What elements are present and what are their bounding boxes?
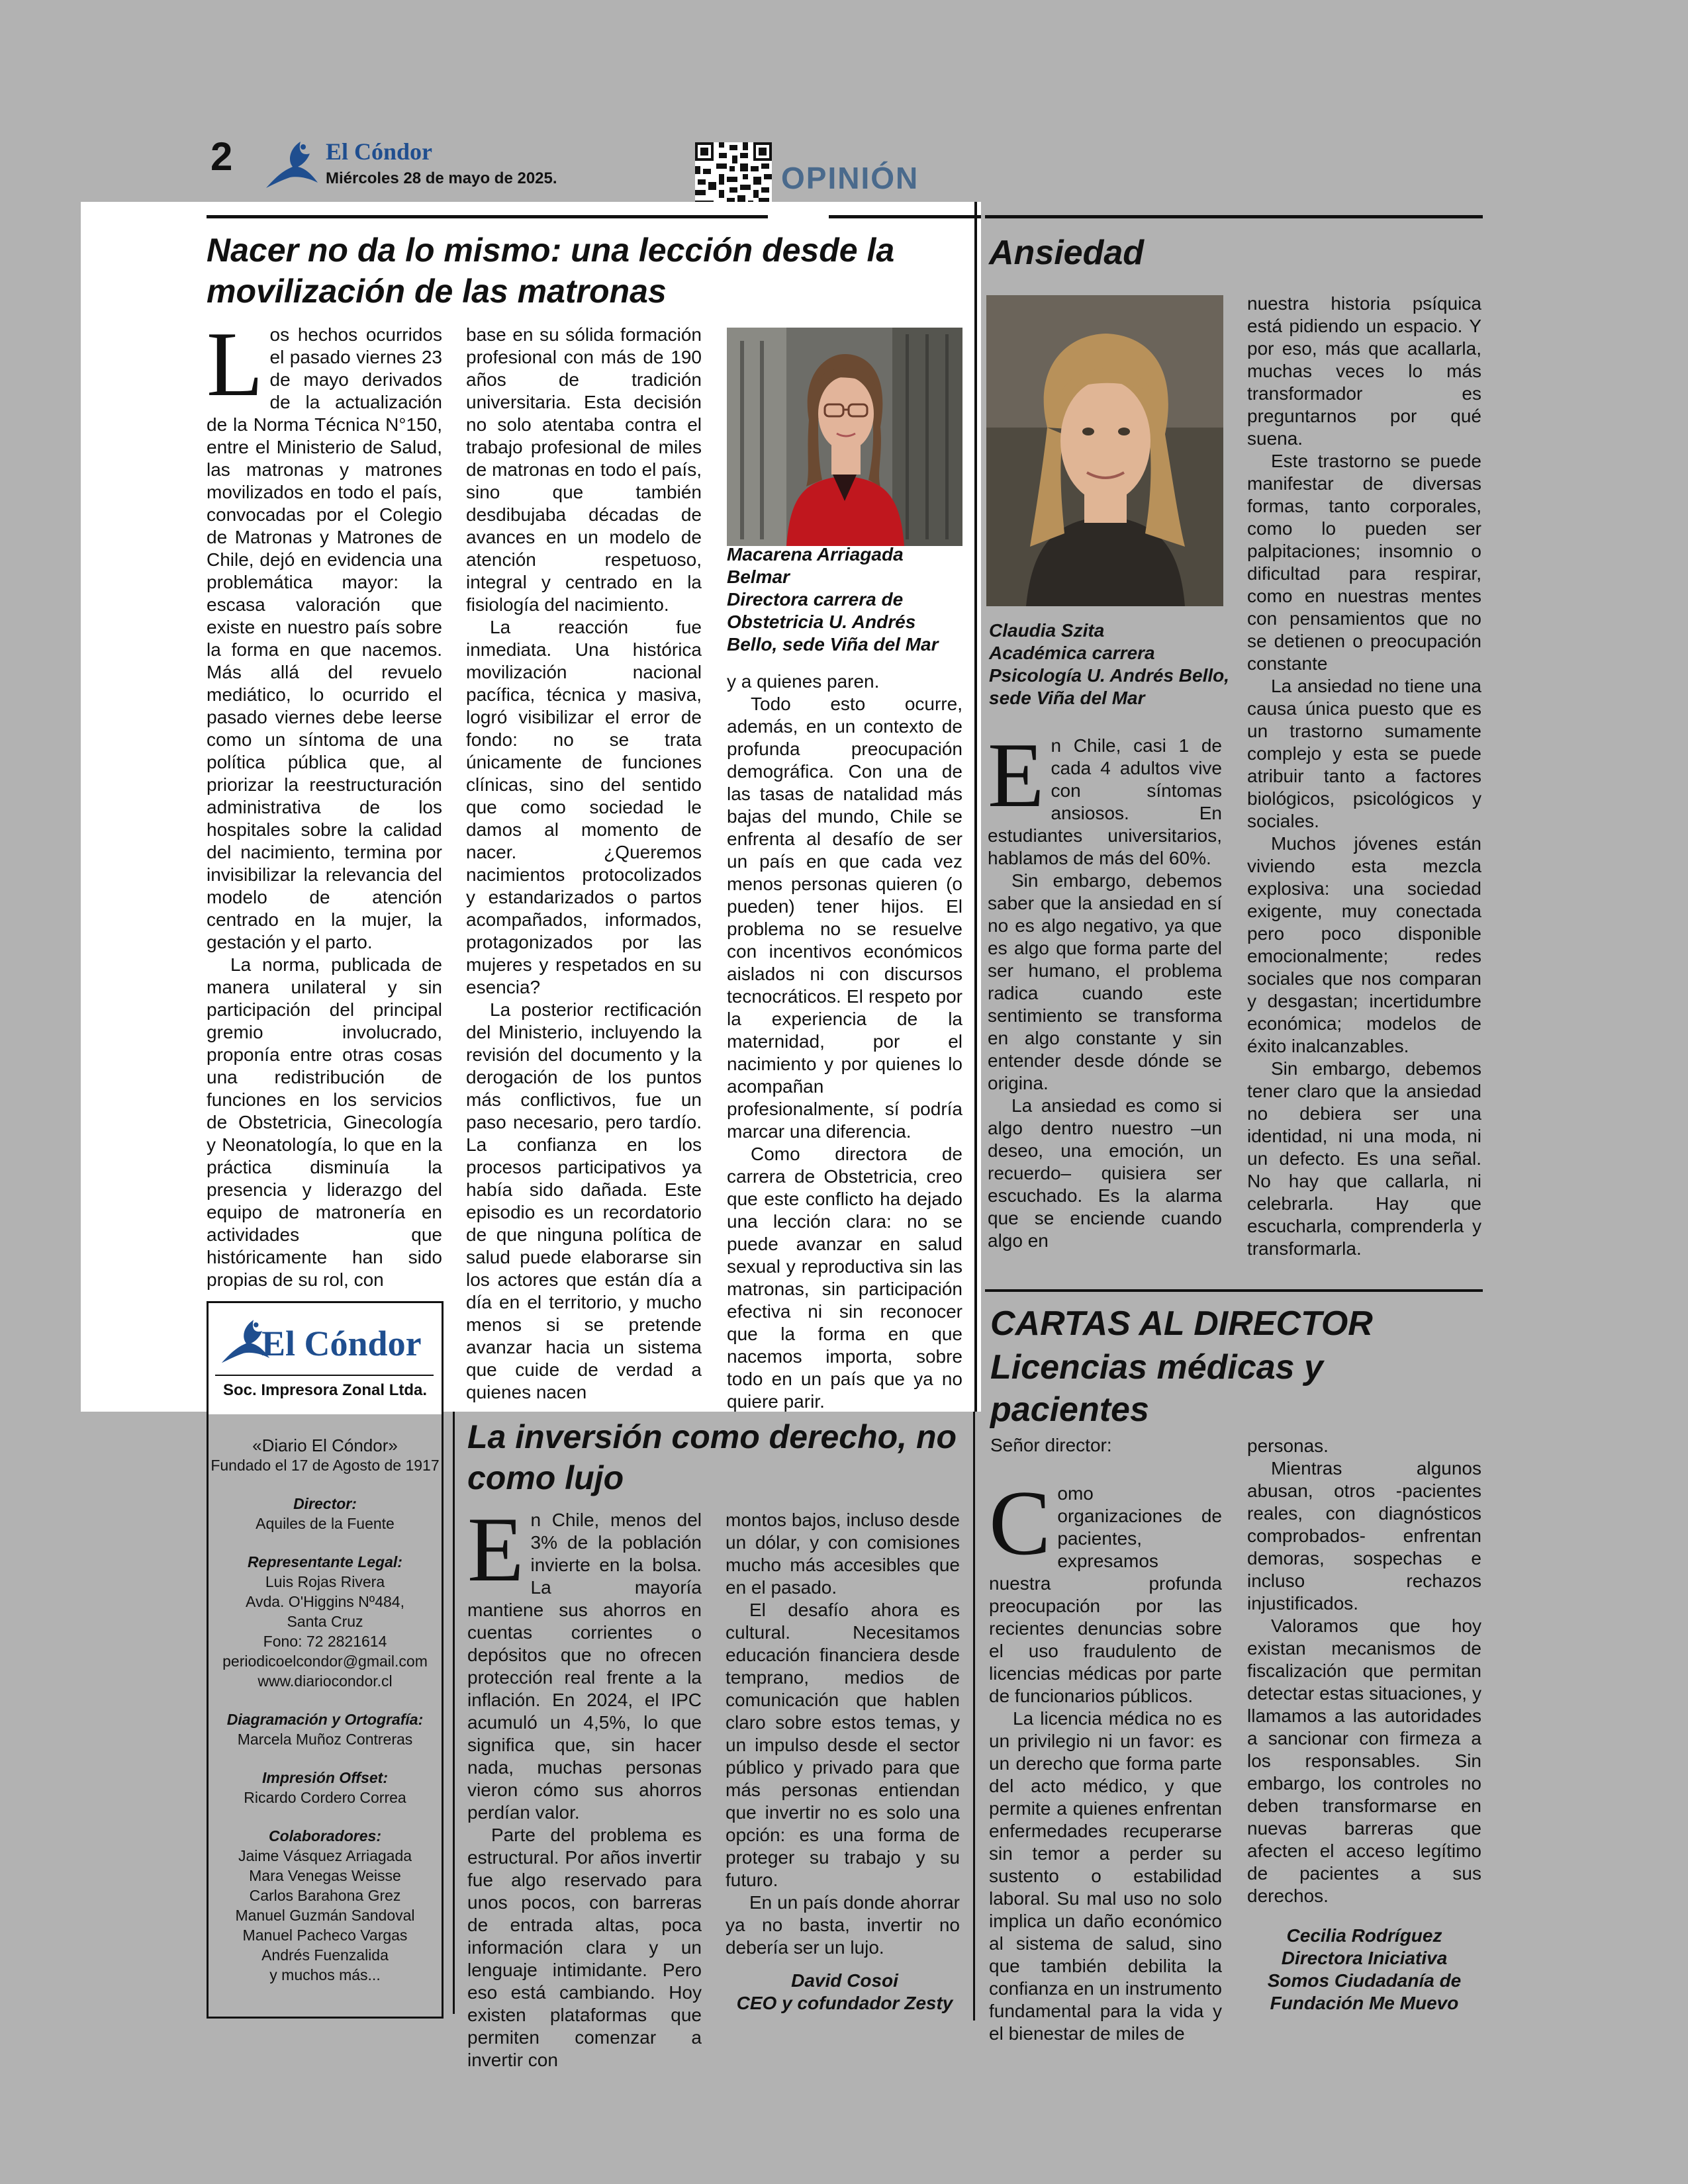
masthead-value: Manuel Pacheco Vargas <box>242 1927 408 1944</box>
article-column-3 <box>727 670 962 1413</box>
masthead-founded: Fundado el 17 de Agosto de 1917 <box>211 1457 440 1474</box>
article-column-1 <box>467 1498 702 2071</box>
masthead-label: Colaboradores: <box>269 1827 381 1844</box>
masthead-value: Carlos Barahona Grez <box>249 1887 401 1904</box>
masthead-company: Soc. Impresora Zonal Ltda. <box>222 1381 428 1399</box>
paragraph: nuestra historia psíquica está pidiendo un espacio. Y por eso, más que acallarla, muchas veces lo más transformador es preguntarnos por qué suena. <box>1247 293 1481 449</box>
author-title: CEO y cofundador Zesty <box>736 1993 953 2013</box>
masthead-label: Diagramación y Ortografía: <box>226 1711 424 1728</box>
paragraph: Sin embargo, debemos saber que la ansiedad en sí no es algo negativo, ya que es algo que forma parte del ser humano, el problema radica cuando este sentimiento se transforma en algo constante y sin entender desde dónde se origina. <box>988 870 1222 1093</box>
drop-cap: E <box>467 1498 524 1601</box>
article-title: La inversión como derecho, no como lujo <box>467 1418 957 1496</box>
article-column-2 <box>1247 1435 1481 1907</box>
page-number: 2 <box>211 134 233 179</box>
masthead-paper: «Diario El Cóndor» <box>252 1435 398 1455</box>
author-title: Fundación Me Muevo <box>1270 1993 1459 2013</box>
masthead-value: Ricardo Cordero Correa <box>244 1789 406 1806</box>
paragraph: Sin embargo, debemos tener claro que la ansiedad no debiera ser una identidad, ni una moda, ni un defecto. Es una señal. No hay que callarla, ni celebrarla. Hay que escucharla, comprenderla y transformarla. <box>1247 1058 1481 1259</box>
masthead-email: periodicoelcondor@gmail.com <box>222 1653 428 1670</box>
article-column-2 <box>466 324 702 1404</box>
masthead-value: Fono: 72 2821614 <box>263 1633 387 1650</box>
paragraph: Este trastorno se puede manifestar de diversas formas, tanto corporales, como lo pueden ser palpitaciones; insomnio o dificultad para respirar, como en nuestras mentes con pensamientos que no se detienen o preocupación constante <box>1247 451 1481 674</box>
masthead-label: Representante Legal: <box>248 1553 402 1570</box>
article-column-2 <box>1247 293 1481 1260</box>
masthead-value: Avda. O'Higgins Nº484, <box>246 1593 404 1610</box>
masthead-label: Director: <box>293 1495 357 1512</box>
paragraph: base en su sólida formación profesional con más de 190 años de tradición universitaria. Esta decisión no solo atentaba contra el trabajo profesional de miles de matronas en todo el país, sino que también desdibujaba décadas de avances en un modelo de atención respetuoso, integral y centrado en la fisiología del nacimiento. <box>466 324 702 615</box>
salutation: Señor director: <box>990 1435 1112 1455</box>
paragraph: En un país donde ahorrar ya no basta, invertir no debería ser un lujo. <box>726 1892 960 1958</box>
header-date: Miércoles 28 de mayo de 2025. <box>326 169 557 187</box>
paragraph: personas. <box>1247 1435 1329 1456</box>
article-title: Ansiedad <box>989 234 1145 272</box>
drop-cap: L <box>207 313 263 416</box>
author-name: David Cosoi <box>791 1970 898 1991</box>
paragraph: y a quienes paren. <box>727 671 880 692</box>
author-name: Cecilia Rodríguez <box>1286 1925 1442 1946</box>
masthead-value: Jaime Vásquez Arriagada <box>238 1847 412 1864</box>
section-title: CARTAS AL DIRECTOR <box>990 1304 1373 1343</box>
masthead-value: Marcela Muñoz Contreras <box>237 1731 413 1748</box>
masthead-value: Mara Venegas Weisse <box>249 1867 401 1884</box>
masthead-box <box>207 1301 444 2019</box>
author-title: Somos Ciudadanía de <box>1267 1970 1462 1991</box>
header-logo: El Cóndor <box>326 138 433 165</box>
paragraph: Todo esto ocurre, además, en un contexto de profunda preocupación demográfica. Con una de las tasas de natalidad más bajas del mundo, Chile se enfrenta al desafío de ser un país en que cada vez menos personas quieren (o pueden) tener hijos. El problema no se resuelve con incentivos económicos aislados ni con discursos tecnocráticos. El respeto por la experiencia de la maternidad, por el nacimiento y por quienes lo acompañan profesionalmente, sí podría marcar una diferencia. <box>727 694 962 1142</box>
article-column-1 <box>989 1472 1222 2045</box>
masthead-value: Aquiles de la Fuente <box>256 1515 395 1532</box>
paragraph: Como directora de carrera de Obstetricia, creo que este conflicto ha dejado una lección clara: no se puede avanzar en salud sexual y reproductiva sin las matronas, sin participación efectiva ni sin reconocer que la forma en que nacemos importa, sobre todo en un país que ya no quiere parir. <box>727 1144 962 1412</box>
author-name: Claudia Szita <box>989 620 1105 641</box>
paragraph: omo organizaciones de pacientes, expresamos nuestra profunda preocupación por las recientes denuncias sobre el uso fraudulento de licencias médicas por parte de funcionarios públicos. <box>989 1483 1222 1706</box>
paragraph: La ansiedad es como si algo dentro nuestro –un deseo, una emoción, un recuerdo– quisiera ser escuchado. Es la alarma que se enciende cuando algo en <box>988 1095 1222 1251</box>
paragraph: El desafío ahora es cultural. Necesitamos educación financiera desde temprano, medios de comunicación que hablen claro sobre estos temas, y un impulso desde el sector público y privado para que más personas entiendan que invertir no es solo una opción: es una forma de proteger su trabajo y su futuro. <box>726 1600 960 1890</box>
paragraph: Parte del problema es estructural. Por años invertir fue algo reservado para unos pocos, con barreras de entrada altas, poca información clara y un lenguaje intimidante. Pero eso está cambiando. Hoy existen plataformas que permiten comenzar a invertir con <box>467 1825 702 2070</box>
masthead-value: Manuel Guzmán Sandoval <box>235 1907 415 1924</box>
author-photo <box>727 328 962 546</box>
paragraph: Muchos jóvenes están viviendo esta mezcla explosiva: una sociedad exigente, muy conectada pero poco disponible emocionalmente; redes sociales que nos comparan y desgastan; incertidumbre económica; modelos de éxito inalcanzables. <box>1247 833 1481 1056</box>
section-label: OPINIÓN <box>781 161 919 195</box>
article-column-2 <box>726 1509 960 1959</box>
masthead-value: Andrés Fuenzalida <box>261 1946 389 1964</box>
paragraph: montos bajos, incluso desde un dólar, y con comisiones mucho más accesibles que en el pasado. <box>726 1510 960 1598</box>
drop-cap: C <box>989 1472 1051 1574</box>
drop-cap: E <box>988 724 1045 827</box>
masthead-web: www.diariocondor.cl <box>258 1672 393 1690</box>
masthead-value: Luis Rojas Rivera <box>265 1573 385 1590</box>
masthead-value: y muchos más... <box>269 1966 381 1983</box>
paragraph: La ansiedad no tiene una causa única puesto que es un trastorno sumamente complejo y esta se puede atribuir tanto a factores biológicos, psicológicos y sociales. <box>1247 676 1481 831</box>
author-photo <box>986 295 1223 606</box>
author-title: Directora Iniciativa <box>1281 1948 1448 1968</box>
masthead-logo: El Cóndor <box>261 1324 422 1363</box>
paragraph: La posterior rectificación del Ministerio, incluyendo la revisión del documento y la derogación de los puntos más conflictivos, fue un paso necesario, pero tardío. La confianza en los procesos participativos ya había sido dañada. Este episodio es un recordatorio de que ninguna política de salud puede elaborarse sin los actores que están día a día en el territorio, y mucho menos si se pretende avanzar hacia un sistema que cuide de verdad a quienes nacen <box>466 999 702 1402</box>
author-title: Académica carrera Psicología U. Andrés Bello, sede Viña del Mar <box>989 643 1230 708</box>
author-name: Macarena Arriagada Belmar <box>727 544 904 587</box>
paragraph: La norma, publicada de manera unilateral y sin participación del principal gremio involucrado, proponía entre otras cosas una redistribución de funciones en los servicios de Obstetricia, Ginecología y Neonatología, lo que en la práctica disminuía la presencia y liderazgo del equipo de matronería en actividades que históricamente han sido propias de su rol, con <box>207 954 442 1290</box>
masthead-label: Impresión Offset: <box>262 1769 388 1786</box>
article-title: Nacer no da lo mismo: una lección desde la movilización de las matronas <box>207 232 895 310</box>
paragraph: Mientras algunos abusan, otros -pacientes reales, con diagnósticos comprobados- enfrentan demoras, sospechas e incluso rechazos injustificados. <box>1247 1458 1481 1614</box>
paragraph: n Chile, casi 1 de cada 4 adultos vive con síntomas ansiosos. En estudiantes universitarios, hablamos de más del 60%. <box>988 735 1222 868</box>
paragraph: Valoramos que hoy existan mecanismos de fiscalización que permitan detectar estas situaciones, y llamamos a las autoridades a sancionar con firmeza a los responsables. Sin embargo, los controles no deben transformarse en nuevas barreras que afecten el acceso legítimo de pacientes a sus derechos. <box>1247 1615 1481 1906</box>
author-title: Directora carrera de Obstetricia U. Andrés Bello, sede Viña del Mar <box>727 589 939 655</box>
paragraph: n Chile, menos del 3% de la población invierte en la bolsa. La mayoría mantiene sus ahorros en cuentas corrientes o depósitos que no ofrecen protección real frente a la inflación. En 2024, el IPC acumuló un 4,5%, lo que significa que, sin hacer nada, muchas personas vieron cómo sus ahorros perdían valor. <box>467 1510 702 1823</box>
paragraph: os hechos ocurridos el pasado viernes 23 de mayo derivados de la actualización de la Norma Técnica N°150, entre el Ministerio de Salud, las matronas y matrones movilizados en todo el país, convocadas por el Colegio de Matronas y Matrones de Chile, dejó en evidencia una problemática mayor: la escasa valoración que existe en nuestro país sobre la forma en que nacemos. Más allá del revuelo mediático, lo ocurrido el pasado viernes debe leerse como un síntoma de una política pública que, al priorizar la reestructuración administrativa de los hospitales sobre la calidad del nacimiento, termina por invisibilizar la relevancia del modelo de atención centrado en la mujer, la gestación y el parto. <box>207 324 442 952</box>
article-column-1 <box>207 313 442 1291</box>
article-title: Licencias médicas y pacientes <box>990 1348 1323 1429</box>
condor-logo-icon <box>263 136 320 192</box>
article-column-1 <box>988 724 1222 1252</box>
paragraph: La licencia médica no es un privilegio ni un favor: es un derecho que forma parte del acto médico, y que permite a quienes enfrentan enfermedades recuperarse sin temor a perder su sustento o estabilidad laboral. Su mal uso no solo implica un daño económico al sistema de salud, sino que también debilita la confianza en un instrumento fundamental para la vida y el bienestar de miles de <box>989 1708 1222 2044</box>
masthead-value: Santa Cruz <box>287 1613 363 1630</box>
article-matronas <box>81 202 981 1412</box>
paragraph: La reacción fue inmediata. Una histórica movilización nacional pacífica, técnica y masiva, logró visibilizar el error de fondo: no se trata únicamente de funciones clínicas, sino del sentido que como sociedad le damos al momento de nacer. ¿Queremos nacimientos protocolizados y estandarizados o partos acompañados, informados, protagonizados por las mujeres y respetados en su esencia? <box>466 617 702 997</box>
